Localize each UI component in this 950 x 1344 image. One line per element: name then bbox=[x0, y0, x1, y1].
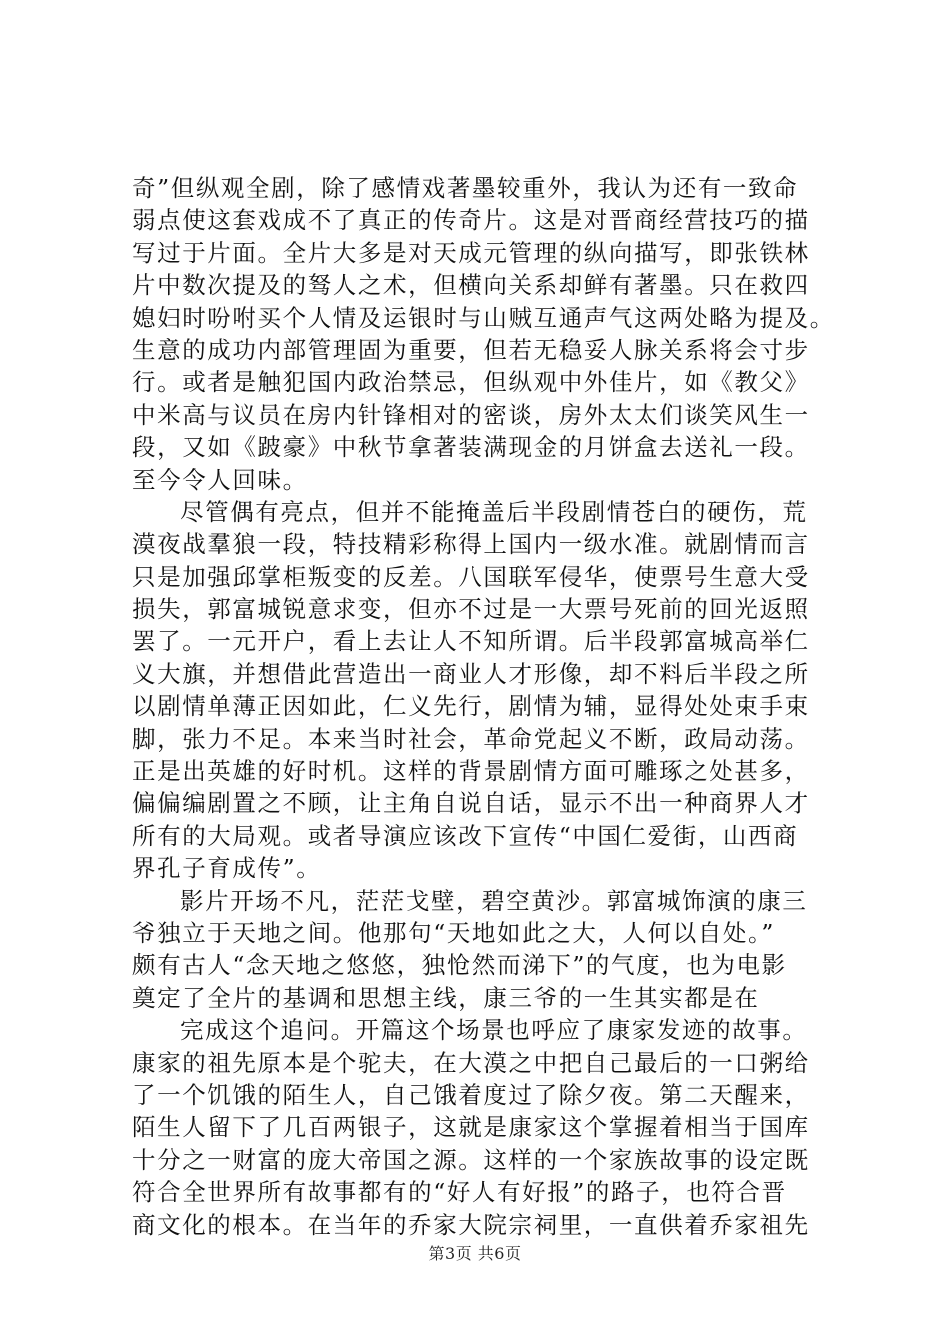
text-line: 陌生人留下了几百两银子，这就是康家这个掌握着相当于国库 bbox=[132, 1113, 810, 1142]
text-line: 损失，郭富城锐意求变，但亦不过是一大票号死前的回光返照 bbox=[132, 595, 810, 624]
text-line: 了一个饥饿的陌生人，自己饿着度过了除夕夜。第二天醒来， bbox=[132, 1080, 810, 1109]
text-line: 片中数次提及的驽人之术，但横向关系却鲜有著墨。只在救四 bbox=[132, 271, 810, 300]
text-line: 媳妇时吩咐买个人情及运银时与山贼互通声气这两处略为提及。 bbox=[132, 303, 835, 332]
text-line: 漠夜战羣狼一段，特技精彩称得上国内一级水准。就剧情而言 bbox=[132, 530, 810, 559]
text-line: 颇有古人“念天地之悠悠，独怆然而涕下”的气度，也为电影 bbox=[132, 951, 787, 980]
text-line: 符合全世界所有故事都有的“好人有好报”的路子，也符合晋 bbox=[132, 1178, 787, 1207]
text-line: 界孔子育成传”。 bbox=[132, 854, 322, 883]
text-line: 偏偏编剧置之不顾，让主角自说自话，显示不出一种商界人才 bbox=[132, 789, 810, 818]
text-line: 所有的大局观。或者导演应该改下宣传“中国仁爱街，山西商 bbox=[132, 821, 799, 850]
text-line: 脚，张力不足。本来当时社会，革命党起义不断，政局动荡。 bbox=[132, 724, 810, 753]
text-line: 影片开场不凡，茫茫戈壁，碧空黄沙。郭富城饰演的康三 bbox=[180, 886, 808, 915]
text-line: 康家的祖先原本是个驼夫，在大漠之中把自己最后的一口粥给 bbox=[132, 1048, 810, 1077]
text-line: 奇”但纵观全剧，除了感情戏著墨较重外，我认为还有一致命 bbox=[132, 174, 799, 202]
page-footer: 第3页 共6页 bbox=[428, 1244, 522, 1263]
text-line: 义大旗，并想借此营造出一商业人才形像，却不料后半段之所 bbox=[132, 659, 810, 688]
text-line: 只是加强邱掌柜叛变的反差。八国联军侵华，使票号生意大受 bbox=[132, 562, 810, 591]
text-line: 十分之一财富的庞大帝国之源。这样的一个家族故事的设定既 bbox=[132, 1145, 810, 1174]
text-line: 奠定了全片的基调和思想主线，康三爷的一生其实都是在 bbox=[132, 983, 760, 1012]
text-line: 正是出英雄的好时机。这样的背景剧情方面可雕琢之处甚多， bbox=[132, 757, 810, 786]
text-line: 中米高与议员在房内针锋相对的密谈，房外太太们谈笑风生一 bbox=[132, 400, 810, 429]
text-line: 爷独立于天地之间。他那句“天地如此之大，人何以自处。” bbox=[132, 918, 775, 947]
text-line: 罢了。一元开户，看上去让人不知所谓。后半段郭富城高举仁 bbox=[132, 627, 810, 656]
text-line: 写过于片面。全片大多是对天成元管理的纵向描写，即张铁林 bbox=[132, 238, 810, 267]
text-line: 段，又如《跛豪》中秋节拿著装满现金的月饼盒去送礼一段。 bbox=[132, 433, 810, 462]
document-body bbox=[132, 172, 842, 1241]
text-line: 商文化的根本。在当年的乔家大院宗祠里，一直供着乔家祖先 bbox=[132, 1210, 810, 1239]
text-line: 生意的成功内部管理固为重要，但若无稳妥人脉关系将会寸步 bbox=[132, 335, 810, 364]
text-line: 行。或者是触犯国内政治禁忌，但纵观中外佳片，如《教父》 bbox=[132, 368, 810, 397]
text-line: 至今令人回味。 bbox=[132, 465, 308, 494]
text-line: 以剧情单薄正因如此，仁义先行，剧情为辅，显得处处束手束 bbox=[132, 692, 810, 721]
text-line: 弱点使这套戏成不了真正的传奇片。这是对晋商经营技巧的描 bbox=[132, 206, 810, 235]
text-line: 完成这个追问。开篇这个场景也呼应了康家发迹的故事。 bbox=[180, 1016, 808, 1045]
text-line: 尽管偶有亮点，但并不能掩盖后半段剧情苍白的硬伤，荒 bbox=[180, 497, 808, 526]
